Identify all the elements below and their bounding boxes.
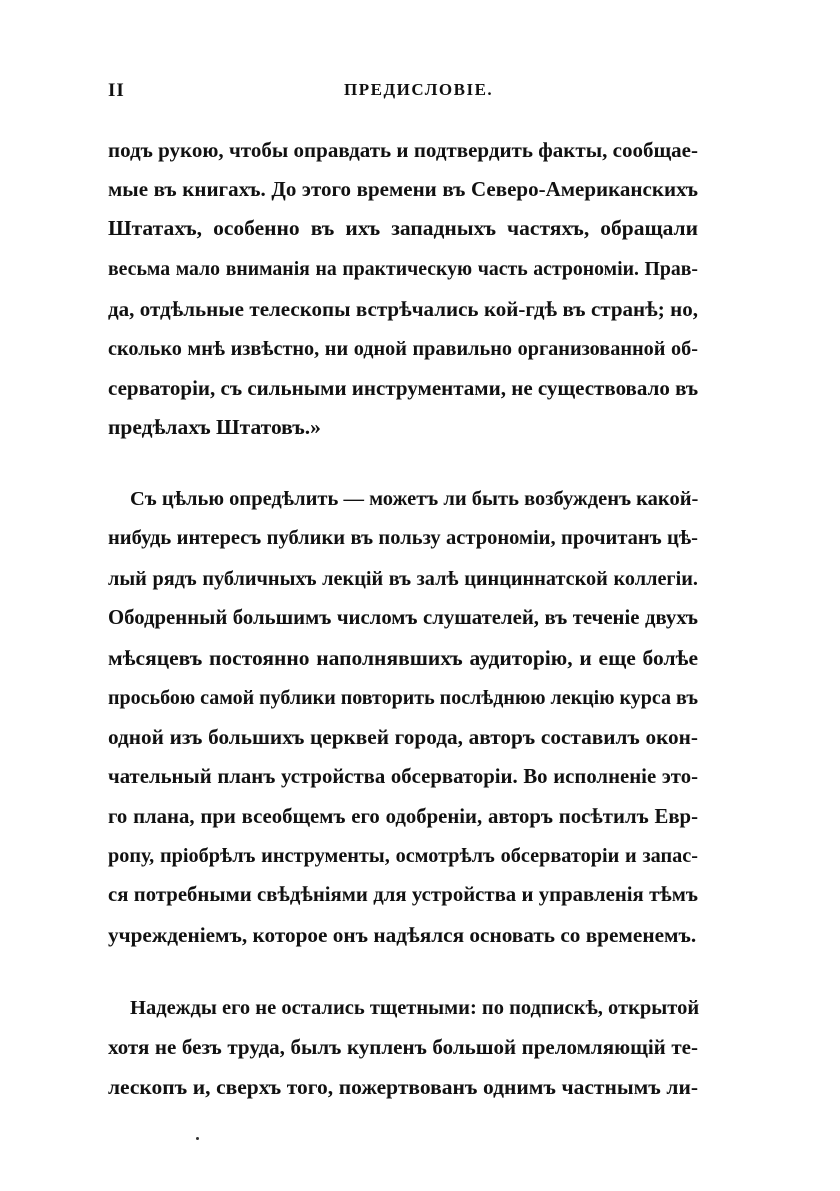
text-line: одной изъ большихъ церквей города, авторъ составилъ окон- xyxy=(108,725,698,749)
text-line: хотя не безъ труда, былъ купленъ большой преломляющій те- xyxy=(108,1035,698,1059)
text-line: предѣлахъ Штатовъ.» xyxy=(108,415,321,439)
text-line: мые въ книгахъ. До этого времени въ Северо-Американскихъ xyxy=(108,177,698,201)
text-line: Ободренный большимъ числомъ слушателей, въ теченіе двухъ xyxy=(108,607,698,629)
text-line: ропу, пріобрѣлъ инструменты, осмотрѣлъ обсерваторіи и запас- xyxy=(108,845,698,867)
page-title: ПРЕДИСЛОВІЕ. xyxy=(344,80,494,99)
text-line: мѣсяцевъ постоянно наполнявшихъ аудиторію, и еще болѣе xyxy=(108,646,698,670)
text-line: лескопъ и, сверхъ того, пожертвованъ однимъ частнымъ ли- xyxy=(108,1075,698,1099)
ink-speck xyxy=(196,1137,199,1140)
text-line: ся потребными свѣдѣніями для устройства и управленія тѣмъ xyxy=(108,884,698,906)
text-line: го плана, при всеобщемъ его одобреніи, авторъ посѣтилъ Евр- xyxy=(108,806,698,828)
text-line: лый рядъ публичныхъ лекцій въ залѣ цинциннатской коллегіи. xyxy=(108,568,698,590)
text-line: нибудь интересъ публики въ пользу астрономіи, прочитанъ цѣ- xyxy=(108,527,698,549)
text-line: подъ рукою, чтобы оправдать и подтвердить факты, сообщае- xyxy=(108,138,698,162)
text-line: сколько мнѣ извѣстно, ни одной правильно организованной об- xyxy=(108,338,698,360)
text-line: серваторіи, съ сильными инструментами, не существовало въ xyxy=(108,376,699,400)
text-line: просьбою самой публики повторить послѣднюю лекцію курса въ xyxy=(108,687,698,709)
page-number: II xyxy=(108,80,125,101)
text-line: чательный планъ устройства обсерваторіи. Во исполненіе это- xyxy=(108,766,698,788)
text-line: Надежды его не остались тщетными: по подпискѣ, открытой xyxy=(130,997,700,1019)
text-line: учрежденіемъ, которое онъ надѣялся основать со временемъ. xyxy=(108,923,697,947)
text-line: весьма мало вниманія на практическую часть астрономіи. Прав- xyxy=(108,258,698,280)
running-header xyxy=(108,80,698,104)
text-line: да, отдѣльные телескопы встрѣчались кой-гдѣ въ странѣ; но, xyxy=(108,297,698,321)
text-line: Штатахъ, особенно въ ихъ западныхъ частяхъ, обращали xyxy=(108,216,698,240)
text-line: Съ цѣлью опредѣлить — можетъ ли быть возбужденъ какой- xyxy=(130,488,699,510)
